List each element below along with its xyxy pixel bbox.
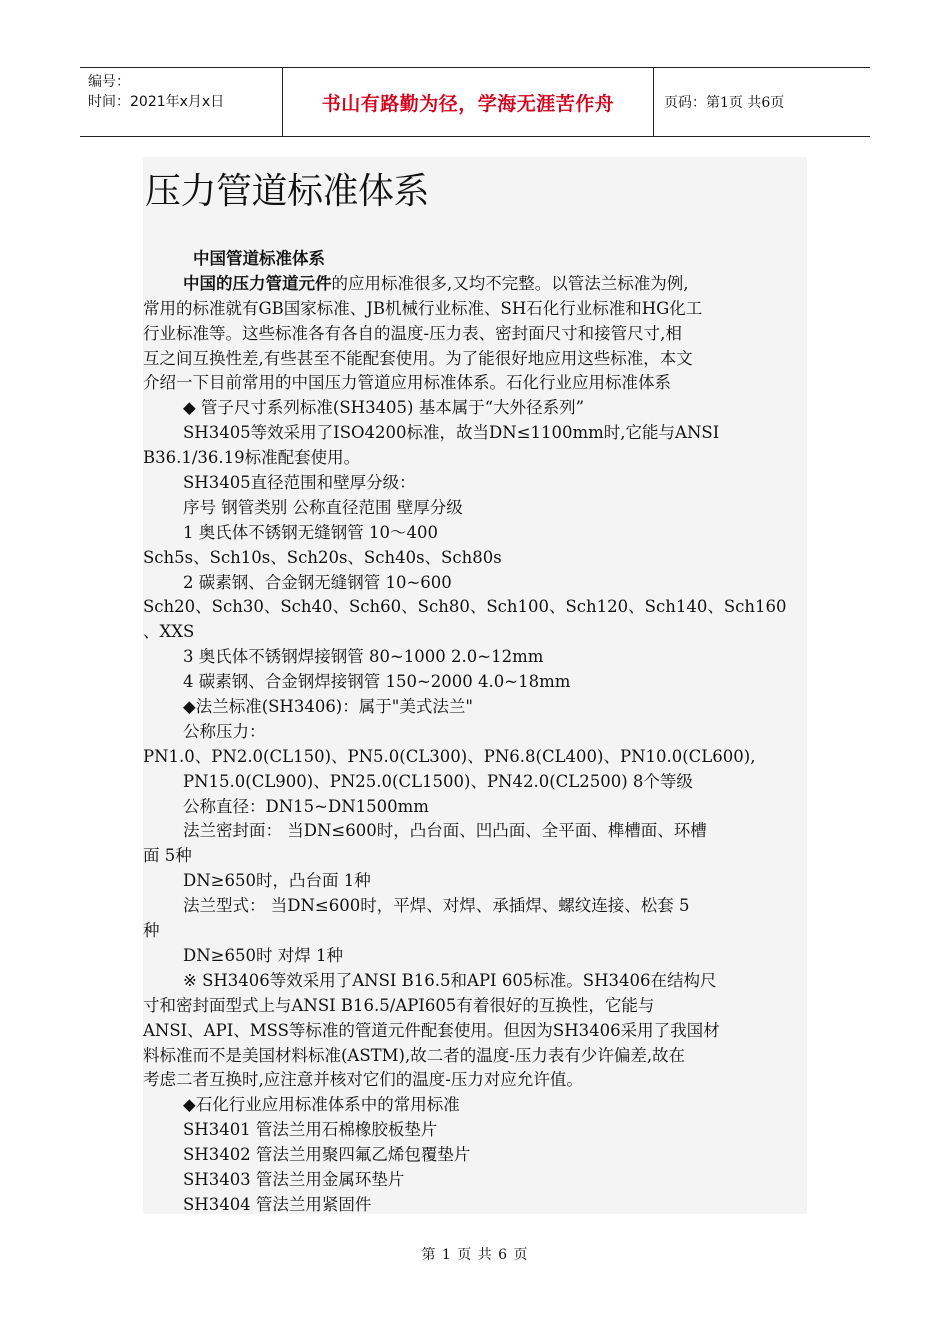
- paragraph-line: DN≥650时 对焊 1种: [183, 945, 343, 965]
- paragraph-line: SH3405直径范围和壁厚分级：: [183, 473, 416, 493]
- document-title: 压力管道标准体系: [145, 171, 430, 212]
- header-page-info: 页码：第1页 共6页: [664, 95, 785, 111]
- bullet-line: ◆法兰标准(SH3406)：属于"美式法兰": [183, 697, 473, 717]
- table-header-line: 序号 钢管类别 公称直径范围 壁厚分级: [183, 497, 463, 517]
- bold-phrase: 中国的压力管道元件: [183, 273, 332, 293]
- document-body: [143, 157, 807, 1214]
- paragraph-line: B36.1/36.19标准配套使用。: [143, 448, 361, 468]
- standard-item: SH3403 管法兰用金属环垫片: [183, 1169, 405, 1189]
- paragraph-line: PN1.0、PN2.0(CL150)、PN5.0(CL300)、PN6.8(CL400)、PN10.0(CL600),: [143, 746, 756, 766]
- paragraph-line: [143, 272, 807, 297]
- note-line: 寸和密封面型式上与ANSI B16.5/API605有着很好的互换性，它能与: [143, 995, 655, 1015]
- table-row-line: 2 碳素钢、合金钢无缝钢管 10~600: [183, 572, 452, 592]
- paragraph-line: PN15.0(CL900)、PN25.0(CL1500)、PN42.0(CL2500) 8个等级: [183, 771, 693, 791]
- document-time: 时间：2021年x月x日: [88, 94, 225, 110]
- text-span: 的应用标准很多,又均不完整。以管法兰标准为例,: [331, 273, 689, 293]
- header-meta: [80, 68, 282, 136]
- paragraph-line: SH3405等效采用了ISO4200标准，故当DN≤1100mm时,它能与ANSI: [183, 423, 720, 443]
- paragraph-line: 种: [143, 921, 160, 941]
- standard-item: SH3402 管法兰用聚四氟乙烯包覆垫片: [183, 1145, 471, 1165]
- table-row-line: Sch20、Sch30、Sch40、Sch60、Sch80、Sch100、Sch120、Sch140、Sch160: [143, 597, 787, 617]
- bullet-line: ◆石化行业应用标准体系中的常用标准: [183, 1095, 460, 1115]
- table-row-line: Sch5s、Sch10s、Sch20s、Sch40s、Sch80s: [143, 547, 502, 567]
- paragraph-line: 公称直径：DN15~DN1500mm: [183, 796, 429, 816]
- paragraph-line: 法兰密封面： 当DN≤600时，凸台面、凹凸面、全平面、榫槽面、环槽: [183, 821, 707, 841]
- note-line: 料标准而不是美国材料标准(ASTM),故二者的温度-压力表有少许偏差,故在: [143, 1045, 686, 1065]
- page-footer: 第 1 页 共 6 页: [421, 1247, 529, 1263]
- header-motto: 书山有路勤为径，学海无涯苦作舟: [321, 92, 615, 115]
- header-motto-cell: [282, 68, 654, 136]
- paragraph-line: 行业标准等。这些标准各有各自的温度-压力表、密封面尺寸和接管尺寸,相: [143, 323, 682, 343]
- note-line: ANSI、API、MSS等标准的管道元件配套使用。但因为SH3406采用了我国材: [143, 1020, 720, 1040]
- table-row-line: 4 碳素钢、合金钢焊接钢管 150~2000 4.0~18mm: [183, 672, 571, 692]
- bullet-line: ◆ 管子尺寸系列标准(SH3405) 基本属于“大外径系列”: [183, 398, 585, 418]
- section-heading: 中国管道标准体系: [193, 249, 325, 268]
- standard-item: SH3401 管法兰用石棉橡胶板垫片: [183, 1120, 438, 1140]
- table-row-line: 、XXS: [143, 622, 195, 642]
- paragraph-line: 公称压力：: [183, 721, 266, 741]
- document-number-label: 编号：: [88, 74, 130, 90]
- standard-item: SH3404 管法兰用紧固件: [183, 1194, 372, 1214]
- note-line: ※ SH3406等效采用了ANSI B16.5和API 605标准。SH3406在结构尺: [183, 970, 717, 990]
- paragraph-line: 法兰型式： 当DN≤600时，平焊、对焊、承插焊、螺纹连接、松套 5: [183, 896, 690, 916]
- paragraph-line: 常用的标准就有GB国家标准、JB机械行业标准、SH石化行业标准和HG化工: [143, 298, 703, 318]
- table-row-line: 3 奥氏体不锈钢焊接钢管 80~1000 2.0~12mm: [183, 647, 544, 667]
- document-header: [80, 67, 870, 137]
- paragraph-line: 互之间互换性差,有些甚至不能配套使用。为了能很好地应用这些标准，本文: [143, 348, 693, 368]
- note-line: 考虑二者互换时,应注意并核对它们的温度-压力对应允许值。: [143, 1070, 583, 1090]
- header-page-info-cell: [654, 68, 870, 136]
- table-row-line: 1 奥氏体不锈钢无缝钢管 10～400: [183, 522, 438, 542]
- paragraph-line: DN≥650时，凸台面 1种: [183, 871, 371, 891]
- paragraph-line: 面 5种: [143, 846, 192, 866]
- document-text: [143, 247, 807, 1218]
- paragraph-line: 介绍一下目前常用的中国压力管道应用标准体系。石化行业应用标准体系: [143, 373, 671, 393]
